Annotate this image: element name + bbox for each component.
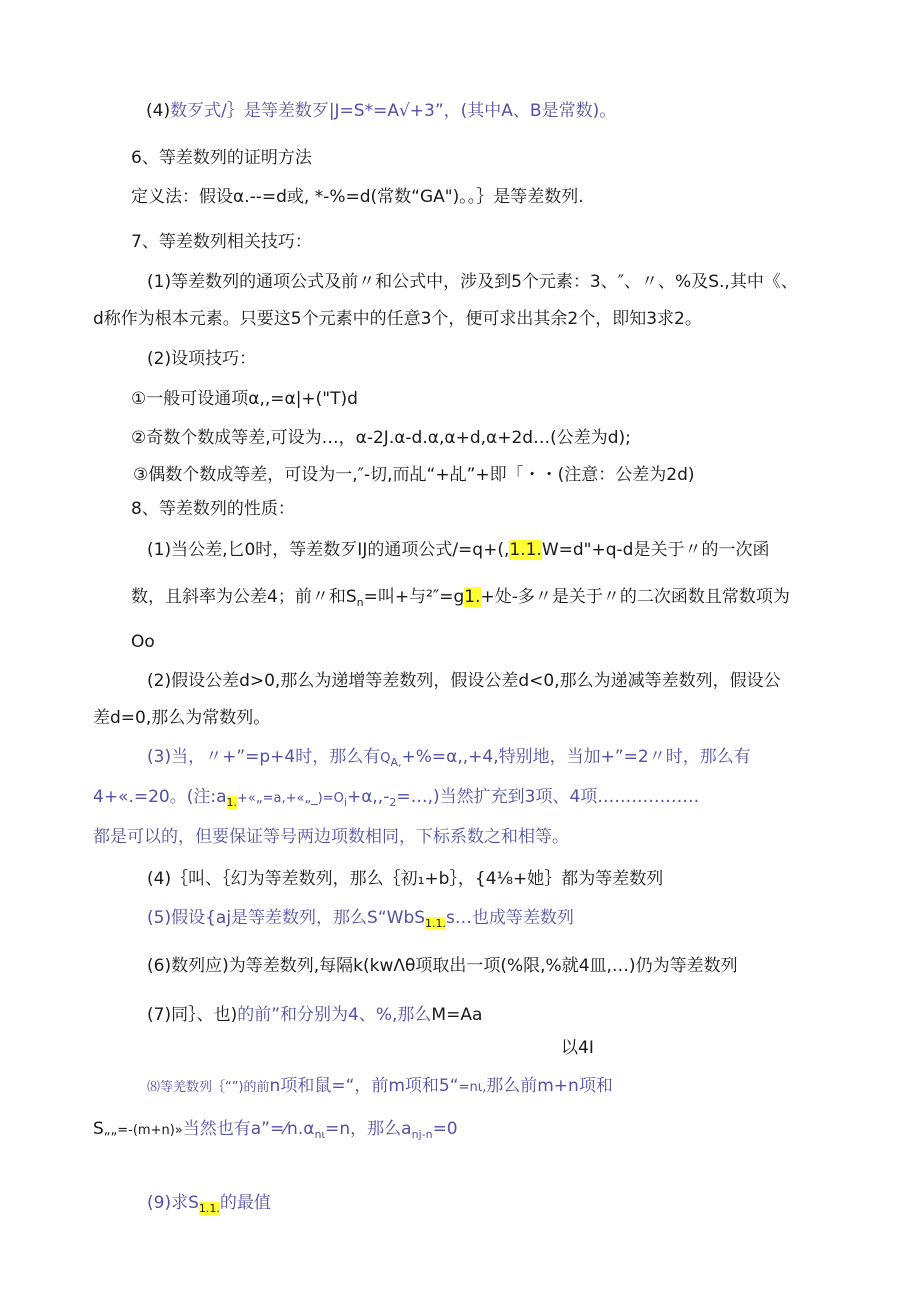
text-segment: 定义法：假设α.--=d或, *-%=d(常数“GA")。。｝是等差数列. — [131, 187, 584, 207]
text-line — [147, 1075, 613, 1099]
text-segment: +«„=a,+«„_)=O — [237, 791, 344, 806]
text-segment: A, — [390, 756, 402, 769]
text-segment: 2 — [389, 796, 397, 809]
text-segment: W=d"+q-d是关于〃的一次函 — [541, 540, 770, 560]
text-line — [147, 907, 574, 935]
text-segment: (3)当，〃+”=p+4时，那么有 — [147, 747, 381, 767]
text-line — [131, 427, 631, 449]
text-segment: 1.1. — [425, 917, 447, 930]
text-line — [146, 100, 616, 122]
text-line — [147, 670, 781, 692]
text-segment: (6)数列应)为等差数列,每隔k(kwΛθ项取出一项(%限,%就4皿,…)仍为等差数列 — [147, 956, 738, 976]
text-segment: n项和鼠=“，前m项和5“ — [269, 1076, 459, 1096]
text-line — [147, 868, 663, 890]
text-segment: ②奇数个数成等差,可设为…，α-2J.α-d.α,α+d,α+2d…(公差为d); — [131, 428, 631, 448]
text-segment: 以4I — [561, 1038, 594, 1058]
text-segment: nj-n — [411, 1128, 433, 1141]
text-segment: 1.1. — [509, 540, 542, 560]
text-segment: 那么前m+n项和 — [486, 1076, 613, 1096]
text-segment: ⑻等羌数列｛“”)的前 — [147, 1080, 270, 1095]
text-segment: =n，那么a — [325, 1119, 412, 1139]
text-line — [147, 955, 738, 977]
text-segment: 当然也有a”=⁄n.α — [182, 1119, 315, 1139]
text-line — [147, 539, 769, 561]
text-segment: a — [216, 787, 227, 807]
text-segment: 8、等差数列的性质： — [131, 499, 295, 519]
text-segment: 数歹式/｝是等差数歹|J=S*=A√+3”，(其中A、B是常数)。 — [170, 101, 617, 121]
text-segment: (2)设项技巧： — [147, 349, 257, 369]
text-segment: d称作为根本元素。只要这5个元素中的任意3个，便可求出其余2个，即知3求2。 — [93, 309, 702, 329]
text-line — [93, 308, 702, 330]
text-segment: 差d=0,那么为常数列。 — [93, 708, 271, 728]
text-line — [147, 348, 256, 370]
text-line — [131, 586, 790, 614]
text-segment: (1)等差数列的通项公式及前〃和公式中，涉及到5个元素：3、″、〃、%及S.,其中《、 — [147, 272, 798, 292]
text-segment: (7)同｝、也) — [147, 1005, 238, 1025]
text-segment: (5)假设{aj是等差数列，那么S“WbS — [147, 908, 426, 928]
text-line — [93, 1118, 458, 1146]
text-line — [147, 1192, 271, 1220]
text-segment: 的最值 — [219, 1193, 271, 1213]
text-segment: =0 — [432, 1119, 458, 1139]
text-line — [93, 826, 569, 848]
text-segment: 1. — [464, 587, 481, 607]
text-line — [561, 1037, 594, 1059]
text-line — [131, 186, 584, 208]
text-line — [133, 464, 695, 486]
text-segment: ③偶数个数成等差，可设为一,″-切,而乩“+乩”+即「・・(注意：公差为2d) — [133, 465, 695, 485]
text-line — [147, 1004, 482, 1026]
text-line — [131, 147, 312, 169]
text-segment: S — [93, 1119, 104, 1139]
text-segment: „„=-(m+n)» — [103, 1123, 183, 1138]
text-segment: (4) — [146, 101, 171, 121]
text-segment: +处-多〃是关于〃的二次函数且常数项为 — [480, 587, 790, 607]
text-line — [131, 498, 295, 520]
text-segment: =nι, — [458, 1080, 487, 1095]
text-segment: (4)｛叫、｛幻为等差数列，那么｛初₁+b｝，{4⅛+她｝都为等差数列 — [147, 869, 664, 889]
text-segment: (2)假设公差d>0,那么为递增等差数列，假设公差d<0,那么为递减等差数列，假设公 — [147, 671, 781, 691]
text-segment: Oo — [131, 632, 155, 652]
text-line — [147, 271, 798, 293]
text-segment: ①一般可设通项α,,=α|+("T)d — [131, 389, 358, 409]
text-segment: 的前”和分别为4、%,那么 — [237, 1005, 432, 1025]
text-segment: =…,)当然扩充到3项、4项……………… — [396, 787, 700, 807]
text-segment: 1.1. — [198, 1202, 220, 1215]
text-segment: (9)求S — [147, 1193, 199, 1213]
text-line — [131, 231, 312, 253]
text-line — [93, 707, 270, 729]
text-segment: +α,,- — [346, 787, 390, 807]
text-line — [131, 631, 155, 653]
text-line — [93, 786, 699, 814]
text-segment: 1. — [226, 796, 238, 809]
text-segment: 数，且斜率为公差4；前〃和S — [131, 587, 357, 607]
text-segment: 6、等差数列的证明方法 — [131, 148, 312, 168]
text-segment: =叫+与²″=g — [363, 587, 465, 607]
text-segment: Q — [380, 751, 391, 766]
text-segment: 7、等差数列相关技巧： — [131, 232, 312, 252]
text-segment: +%=α,,+4,特别地，当加+”=2〃时，那么有 — [401, 747, 751, 767]
text-segment: nι — [314, 1128, 326, 1141]
text-segment: M=Aa — [431, 1005, 483, 1025]
text-segment: i — [343, 796, 347, 809]
text-segment: 都是可以的，但要保证等号两边项数相同，下标系数之和相等。 — [93, 827, 569, 847]
text-segment: s…也成等差数列 — [446, 908, 574, 928]
text-line — [147, 746, 751, 774]
text-segment: (1)当公差,匕0时，等差数歹IJ的通项公式/=q+(, — [147, 540, 510, 560]
text-segment: 4+«.=20。(注: — [93, 787, 217, 807]
text-line — [131, 388, 358, 410]
text-segment: n — [356, 596, 364, 609]
